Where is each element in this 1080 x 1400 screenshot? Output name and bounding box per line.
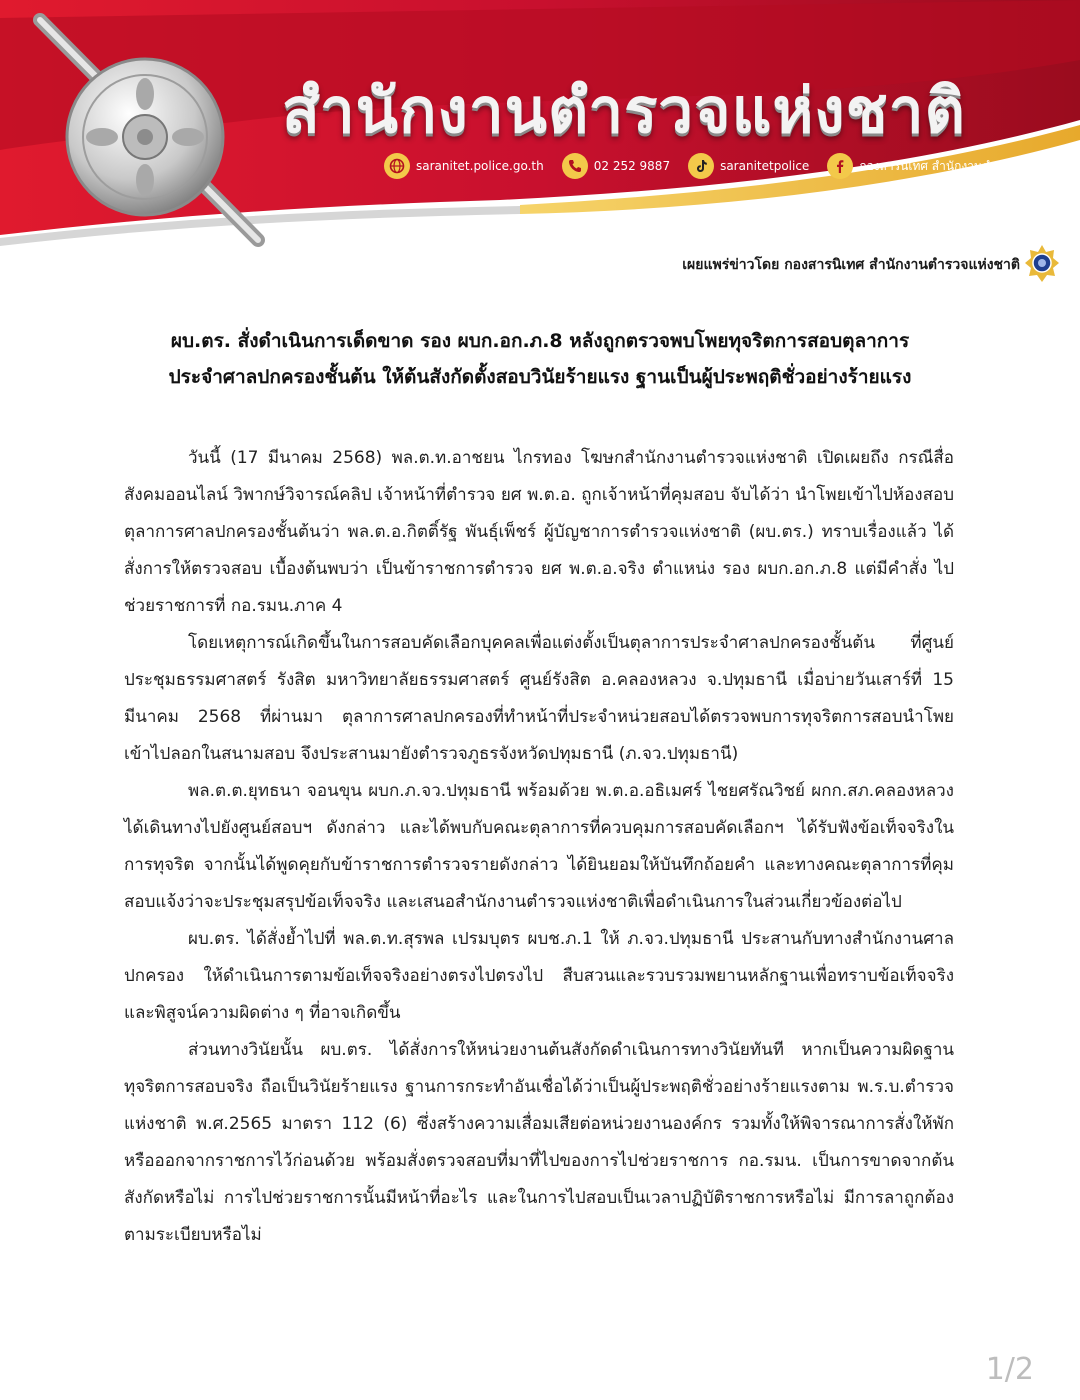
paragraph-4: ผบ.ตร. ได้สั่งย้ำไปที่ พล.ต.ท.สุรพล เปรมบุตร ผบช.ภ.1 ให้ ภ.จว.ปทุมธานี ประสานกับทางสำนักงานศาลปกครอง ให้ดำเนินการตามข้อเท็จจริงอย่างตรงไปตรงไป สืบสวนและรวบรวมพยานหลักฐานเพื่อทราบข้อเท็จจริงและพิสูจน์ความผิดต่าง ๆ ที่อาจเกิดขึ้น [124, 929, 954, 1023]
paragraph-5: ส่วนทางวินัยนั้น ผบ.ตร. ได้สั่งการให้หน่วยงานต้นสังกัดดำเนินการทางวินัยทันที หากเป็นความผิดฐานทุจริตการสอบจริง ถือเป็นวินัยร้ายแรง ฐานการกระทำอันเชื่อได้ว่าเป็นผู้ประพฤติชั่วอย่างร้ายแรงตาม พ.ร.บ.ตำรวจแห่งชาติ พ.ศ.2565 มาตรา 112 (6) ซึ่งสร้างความเสื่อมเสียต่อหน่วยงานองค์กร รวมทั้งให้พิจารณาการสั่งให้พักหรือออกจากราชการไว้ก่อนด้วย พร้อมสั่งตรวจสอบที่มาที่ไปของการไปช่วยราชการ กอ.รมน. เป็นการขาดจากต้นสังกัดหรือไม่ การไปช่วยราชการนั้นมีหน้าที่อะไร และในการไปสอบเป็นเวลาปฏิบัติราชการหรือไม่ มีการลาถูกต้องตามระเบียบหรือไม่ [124, 1040, 954, 1245]
contact-bar [384, 150, 1079, 182]
phone-text: 02 252 9887 [593, 159, 671, 173]
publisher-line: เผยแพร่ข่าวโดย กองสารนิเทศ สำนักงานตำรวจแห่งชาติ [682, 257, 1020, 273]
facebook-contact[interactable] [827, 153, 1061, 179]
agency-title: สำนักงานตำรวจแห่งชาติ [282, 74, 966, 147]
paragraph-1: วันนี้ (17 มีนาคม 2568) พล.ต.ท.อาชยน ไกรทอง โฆษกสำนักงานตำรวจแห่งชาติ เปิดเผยถึง กรณีสื่อสังคมออนไลน์ วิพากษ์วิจารณ์คลิป เจ้าหน้าที่ตำรวจ ยศ พ.ต.อ. ถูกเจ้าหน้าที่คุมสอบ จับได้ว่า นำโพยเข้าไปห้องสอบ ตุลาการศาลปกครองชั้นต้นว่า พล.ต.อ.กิตติ์รัฐ พันธุ์เพ็ชร์ ผู้บัญชาการตำรวจแห่งชาติ (ผบ.ตร.) ทราบเรื่องแล้ว ได้สั่งการให้ตรวจสอบ เบื้องต้นพบว่า เป็นข้าราชการตำรวจ ยศ พ.ต.อ.จริง ตำแหน่ง รอง ผบก.อก.ภ.8 แต่มีคำสั่ง ไปช่วยราชการที่ กอ.รมน.ภาค 4 [124, 448, 954, 616]
tiktok-icon [688, 153, 714, 179]
letterhead-banner [0, 0, 1080, 250]
page-indicator: 1/2 [985, 1352, 1034, 1387]
website-text: saranitet.police.go.th [416, 159, 544, 173]
phone-icon [562, 153, 588, 179]
website-contact[interactable] [384, 153, 544, 179]
facebook-text: กองสารนิเทศ สำนักงานตำรวจแห่งชาติ [859, 158, 1062, 173]
headline-line-1: ผบ.ตร. สั่งดำเนินการเด็ดขาด รอง ผบก.อก.ภ.8 หลังถูกตรวจพบโพยทุจริตการสอบตุลาการ [170, 330, 910, 352]
tiktok-contact[interactable] [688, 153, 809, 179]
facebook-icon [827, 153, 853, 179]
paragraph-3: พล.ต.ต.ยุทธนา จอนขุน ผบก.ภ.จว.ปทุมธานี พร้อมด้วย พ.ต.อ.อธิเมศร์ ไชยศรัณวิชย์ ผกก.สภ.คลองหลวง ได้เดินทางไปยังศูนย์สอบฯ ดังกล่าว และได้พบกับคณะตุลาการที่ควบคุมการสอบคัดเลือกฯ ได้รับฟังข้อเท็จจริงในการทุจริต จากนั้นได้พูดคุยกับข้าราชการตำรวจรายดังกล่าว ได้ยินยอมให้บันทึกถ้อยคำ และทางคณะตุลาการที่คุมสอบแจ้งว่าจะประชุมสรุปข้อเท็จจริง และเสนอสำนักงานตำรวจแห่งชาติเพื่อดำเนินการในส่วนเกี่ยวข้องต่อไป [124, 781, 954, 912]
phone-contact[interactable] [562, 153, 670, 179]
globe-icon [384, 153, 410, 179]
news-headline [80, 323, 1000, 395]
article-body [124, 440, 954, 1254]
tiktok-text: saranitetpolice [720, 159, 810, 173]
police-seal-icon [1024, 244, 1060, 284]
paragraph-2: โดยเหตุการณ์เกิดขึ้นในการสอบคัดเลือกบุคคลเพื่อแต่งตั้งเป็นตุลาการประจำศาลปกครองชั้นต้น ที่ศูนย์ประชุมธรรมศาสตร์ รังสิต มหาวิทยาลัยธรรมศาสตร์ ศูนย์รังสิต อ.คลองหลวง จ.ปทุมธานี เมื่อบ่ายวันเสาร์ที่ 15 มีนาคม 2568 ที่ผ่านมา ตุลาการศาลปกครองที่ทำหน้าที่ประจำหน่วยสอบได้ตรวจพบการทุจริตการสอบนำโพยเข้าไปลอกในสนามสอบ จึงประสานมายังตำรวจภูธรจังหวัดปทุมธานี (ภ.จว.ปทุมธานี) [124, 633, 954, 764]
headline-line-2: ประจำศาลปกครองชั้นต้น ให้ต้นสังกัดตั้งสอบวินัยร้ายแรง ฐานเป็นผู้ประพฤติชั่วอย่างร้ายแรง [168, 366, 912, 388]
police-emblem-icon [30, 12, 270, 247]
